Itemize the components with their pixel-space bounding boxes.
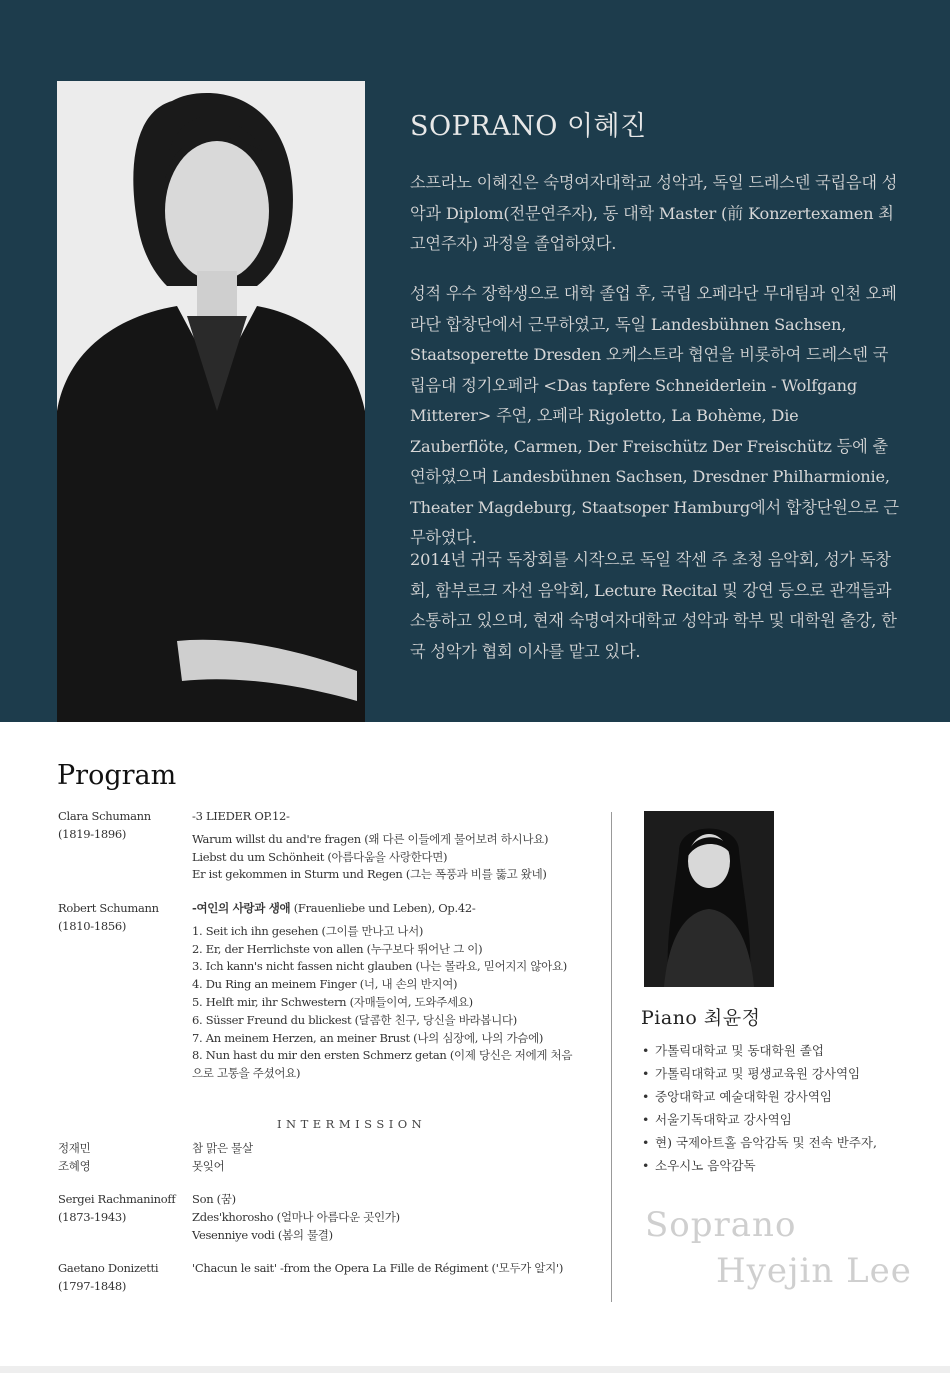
work-set-heading xyxy=(192,900,597,918)
composer-name-2: 조혜영 xyxy=(58,1158,91,1173)
bottom-border xyxy=(0,1366,950,1373)
works-donizetti xyxy=(192,1260,597,1278)
soprano-portrait xyxy=(57,81,365,722)
composer-years: (1819-1896) xyxy=(58,826,127,841)
work-item: 7. An meinem Herzen, an meiner Brust (나의 심장에, 나의 가슴에) xyxy=(192,1030,544,1045)
work-item: 5. Helft mir, ihr Schwestern (자매들이여, 도와주세요) xyxy=(192,994,473,1009)
composer-name: Sergei Rachmaninoff xyxy=(58,1192,176,1206)
work-item: Warum willst du and're fragen (왜 다른 이들에게 물어보려 하시나요) xyxy=(192,831,549,846)
work-item: Liebst du um Schönheit (아름다움을 사랑한다면) xyxy=(192,849,448,864)
signature-line-2: Hyejin Lee xyxy=(716,1251,912,1291)
soprano-title: SOPRANO 이혜진 xyxy=(410,111,647,142)
work-item: 2. Er, der Herrlichste von allen (누구보다 뛰어난 그 이) xyxy=(192,941,483,956)
program-title: Program xyxy=(57,760,177,791)
credit-item-continuation: • 소우시노 음악감독 xyxy=(642,1154,912,1177)
works-korean xyxy=(192,1140,597,1176)
credit-item: • 가톨릭대학교 및 동대학원 졸업 xyxy=(642,1039,912,1062)
composer-years: (1810-1856) xyxy=(58,918,127,933)
credit-item: • 가톨릭대학교 및 평생교육원 강사역임 xyxy=(642,1062,912,1085)
work-item: 6. Süsser Freund du blickest (달콤한 친구, 당신을 바라봅니다) xyxy=(192,1012,517,1027)
work-item: 못잊어 xyxy=(192,1158,225,1173)
credit-item: • 현) 국제아트홀 음악감독 및 전속 반주자, xyxy=(642,1131,912,1154)
work-item: 으로 고통을 주셨어요) xyxy=(192,1066,301,1081)
work-set-heading-german: (Frauenliebe und Leben), Op.42- xyxy=(290,901,476,915)
composer-name: Gaetano Donizetti xyxy=(58,1261,159,1275)
bio-paragraph-education: 소프라노 이혜진은 숙명여자대학교 성악과, 독일 드레스덴 국립음대 성악과 Diplom(전문연주자), 동 대학 Master (前 Konzertexamen 최고연주자) 과정을 졸업하였다. xyxy=(410,173,898,253)
composer-years: (1873-1943) xyxy=(58,1209,127,1224)
pianist-title: Piano 최윤정 xyxy=(641,1007,761,1029)
bio-paragraph-career: 성적 우수 장학생으로 대학 졸업 후, 국립 오페라단 무대팀과 인천 오페라단 합창단에서 근무하였고, 독일 Landesbühnen Sachsen, Staatsoperette Dresden 오케스트라 협연을 비롯하여 드레스덴 국립음대 정기오페라 <Das tapfere Schneiderlein - Wolfgang Mitterer> 주연, 오페라 Rigoletto, La Bohème, Die Zauberflöte, Carmen, Der Freischütz Der Freischütz 등에 출연하였으며 Landesbühnen Sachsen, Dresdner Philharmionie, Theater Magdeburg, Staatsoper Hamburg에서 합창단원으로 근무하였다. xyxy=(410,284,899,547)
work-item: 참 맑은 물살 xyxy=(192,1141,253,1155)
work-set-heading-korean: -여인의 사랑과 생애 xyxy=(192,901,291,915)
work-item: 8. Nun hast du mir den ersten Schmerz getan (이제 당신은 저에게 처음 xyxy=(192,1048,573,1063)
works-clara-schumann xyxy=(192,808,597,884)
work-item: 1. Seit ich ihn gesehen (그이를 만나고 나서) xyxy=(192,923,424,938)
composer-clara-schumann xyxy=(58,808,183,844)
credit-item: • 서울기독대학교 강사역임 xyxy=(642,1108,912,1131)
works-robert-schumann xyxy=(192,900,597,1083)
signature-line-1: Soprano xyxy=(645,1205,797,1245)
work-item: 'Chacun le sait' -from the Opera La Fille de Régiment ('모두가 알지') xyxy=(192,1261,564,1275)
column-divider xyxy=(611,812,612,1302)
work-item: 3. Ich kann's nicht fassen nicht glauben (나는 몰라요, 믿어지지 않아요) xyxy=(192,959,567,974)
pianist-credits xyxy=(642,1039,912,1177)
composer-korean xyxy=(58,1140,183,1176)
work-item: Vesenniye vodi (봄의 물결) xyxy=(192,1227,333,1242)
composer-rachmaninoff xyxy=(58,1191,183,1227)
works-rachmaninoff xyxy=(192,1191,597,1244)
bio-paragraph-current: 2014년 귀국 독창회를 시작으로 독일 작센 주 초청 음악회, 성가 독창회, 함부르크 자선 음악회, Lecture Recital 및 강연 등으로 관객들과 소통하고 있으며, 현재 숙명여자대학교 성악과 학부 및 대학원 출강, 한국 성악가 협회 이사를 맡고 있다. xyxy=(410,550,897,661)
intermission-label: INTERMISSION xyxy=(277,1117,427,1131)
composer-robert-schumann xyxy=(58,900,183,936)
work-item: Son (꿈) xyxy=(192,1192,236,1206)
work-set-heading: -3 LIEDER OP.12- xyxy=(192,809,290,823)
composer-name: Clara Schumann xyxy=(58,809,151,823)
credit-item: • 중앙대학교 예술대학원 강사역임 xyxy=(642,1085,912,1108)
composer-name: Robert Schumann xyxy=(58,901,159,915)
pianist-portrait xyxy=(644,811,774,987)
composer-donizetti xyxy=(58,1260,183,1296)
work-item: Zdes'khorosho (얼마나 아름다운 곳인가) xyxy=(192,1209,400,1224)
composer-years: (1797-1848) xyxy=(58,1278,127,1293)
work-item: 4. Du Ring an meinem Finger (너, 내 손의 반지여) xyxy=(192,977,458,992)
composer-name: 정재민 xyxy=(58,1141,91,1155)
work-item: Er ist gekommen in Sturm und Regen (그는 폭풍과 비를 뚫고 왔네) xyxy=(192,867,547,882)
